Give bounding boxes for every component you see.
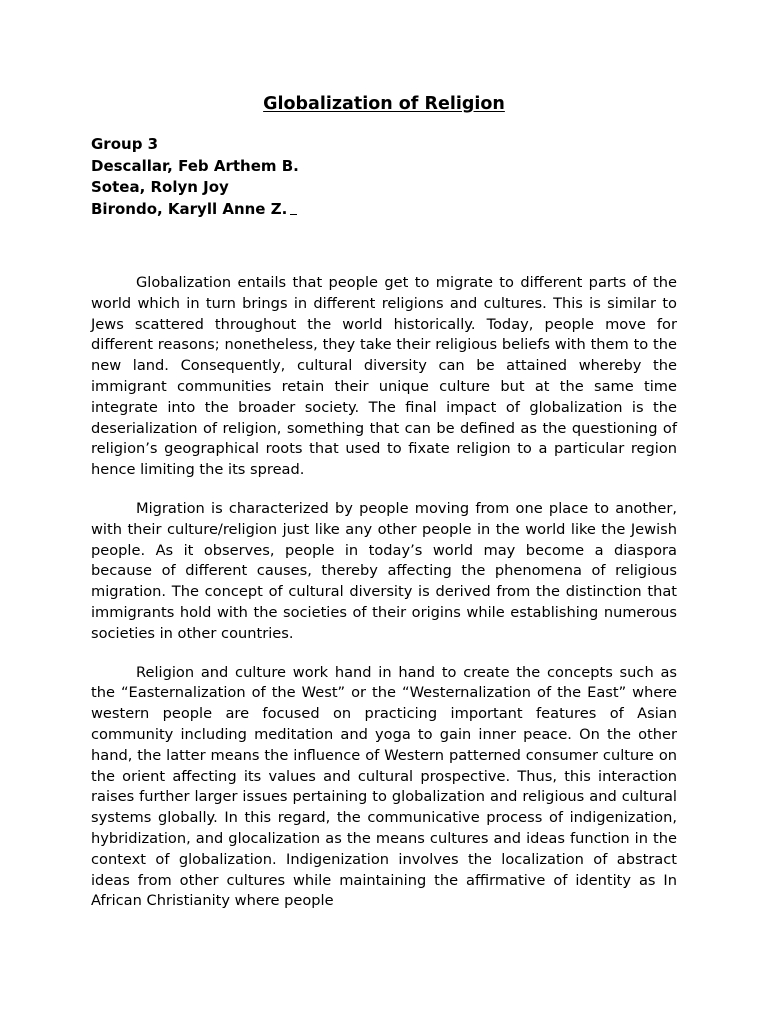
document-page (91, 90, 677, 930)
document-title: Globalization of Religion (263, 94, 505, 114)
author-name: Sotea, Rolyn Joy (91, 178, 229, 196)
author-name: Descallar, Feb Arthem B. (91, 156, 299, 175)
document-body (91, 273, 677, 912)
body-paragraph: Globalization entails that people get to migrate to different parts of the world which in turn brings in different religions and cultures. This is similar to Jews scattered throughout the world historically. Today, people move for different reasons; nonetheless, they take their religious beliefs with them to the new land. Consequently, cultural diversity can be attained whereby the immigrant communities retain their unique culture but at the same time integrate into the broader society. The final impact of globalization is the deserialization of religion, something that can be defined as the questioning of religion’s geographical roots that used to fixate religion to a particular region hence limiting the its spread. (91, 274, 677, 479)
author-block (91, 134, 677, 220)
author-name-line (91, 199, 677, 221)
trailing-underline (290, 200, 297, 215)
author-name: Birondo, Karyll Anne Z. (91, 199, 288, 218)
body-paragraph: Migration is characterized by people moving from one place to another, with their culture/religion just like any other people in the world like the Jewish people. As it observes, people in today’s world may become a diaspora because of different causes, thereby affecting the phenomena of religious migration. The concept of cultural diversity is derived from the distinction that immigrants hold with the societies of their origins while establishing numerous societies in other countries. (91, 499, 677, 642)
body-paragraph: Religion and culture work hand in hand to create the concepts such as the “Easternalization of the West” or the “Westernalization of the East” where western people are focused on practicing important features of Asian community including meditation and yoga to gain inner peace. On the other hand, the latter means the influence of Western patterned consumer culture on the orient affecting its values and cultural prospective. Thus, this interaction raises further larger issues pertaining to globalization and religious and cultural systems globally. In this regard, the communicative process of indigenization, hybridization, and glocalization as the means cultures and ideas function in the context of globalization. Indigenization involves the localization of abstract ideas from other cultures while maintaining the affirmative of identity as In African Christianity where people (91, 663, 677, 910)
group-label: Group 3 (91, 135, 159, 153)
